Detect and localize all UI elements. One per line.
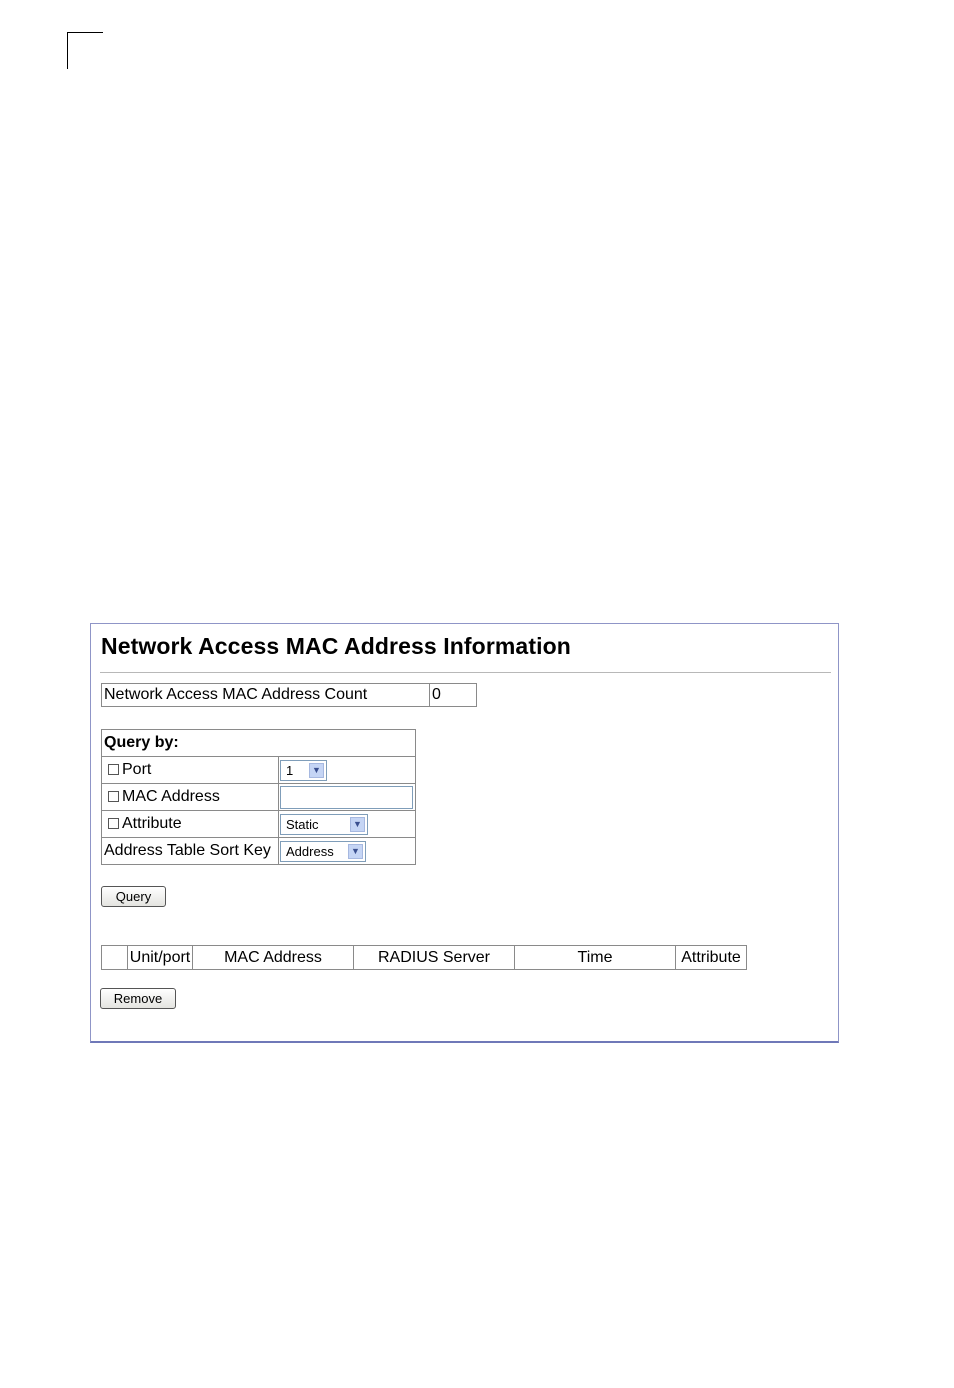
crop-mark-vertical: [67, 32, 68, 69]
port-select-value: 1: [286, 762, 294, 778]
mac-address-input[interactable]: [280, 786, 413, 809]
mac-address-checkbox[interactable]: [108, 791, 119, 802]
column-header-unit-port: Unit/port: [128, 946, 193, 970]
table-header-row: [102, 946, 747, 970]
crop-mark-horizontal: [67, 32, 103, 33]
column-header-time: Time: [515, 946, 676, 970]
column-header-select: [102, 946, 128, 970]
mac-row-label: [102, 784, 279, 811]
page-title: Network Access MAC Address Information: [101, 633, 571, 659]
mac-address-info-panel: [90, 623, 839, 1043]
attribute-select-value: Static: [286, 816, 319, 832]
attribute-row-control: [279, 811, 416, 838]
port-checkbox[interactable]: [108, 764, 119, 775]
attribute-label: Attribute: [122, 815, 182, 832]
chevron-down-icon[interactable]: ▼: [350, 817, 365, 832]
chevron-down-icon[interactable]: ▼: [309, 763, 324, 778]
attribute-row-label: [102, 811, 279, 838]
sort-key-label: Address Table Sort Key: [102, 838, 279, 865]
attribute-select[interactable]: [280, 814, 368, 835]
port-select[interactable]: [280, 760, 327, 781]
title-divider: [100, 672, 831, 673]
port-row-label: [102, 757, 279, 784]
sort-key-select[interactable]: [280, 841, 366, 862]
remove-button[interactable]: Remove: [100, 988, 176, 1009]
port-row-control: [279, 757, 416, 784]
query-table: [101, 729, 416, 865]
address-count-label: Network Access MAC Address Count: [102, 684, 430, 707]
sort-row-control: [279, 838, 416, 865]
address-count-table: [101, 683, 477, 707]
attribute-checkbox[interactable]: [108, 818, 119, 829]
chevron-down-icon[interactable]: ▼: [348, 844, 363, 859]
column-header-attribute: Attribute: [676, 946, 747, 970]
query-button[interactable]: Query: [101, 886, 166, 907]
port-label: Port: [122, 761, 152, 778]
column-header-radius-server: RADIUS Server: [354, 946, 515, 970]
address-results-table: [101, 945, 747, 970]
column-header-mac-address: MAC Address: [193, 946, 354, 970]
query-by-header: Query by:: [102, 730, 416, 757]
mac-row-control: [279, 784, 416, 811]
mac-address-label: MAC Address: [122, 788, 220, 805]
address-count-value: 0: [430, 684, 477, 707]
sort-key-select-value: Address: [286, 843, 334, 859]
